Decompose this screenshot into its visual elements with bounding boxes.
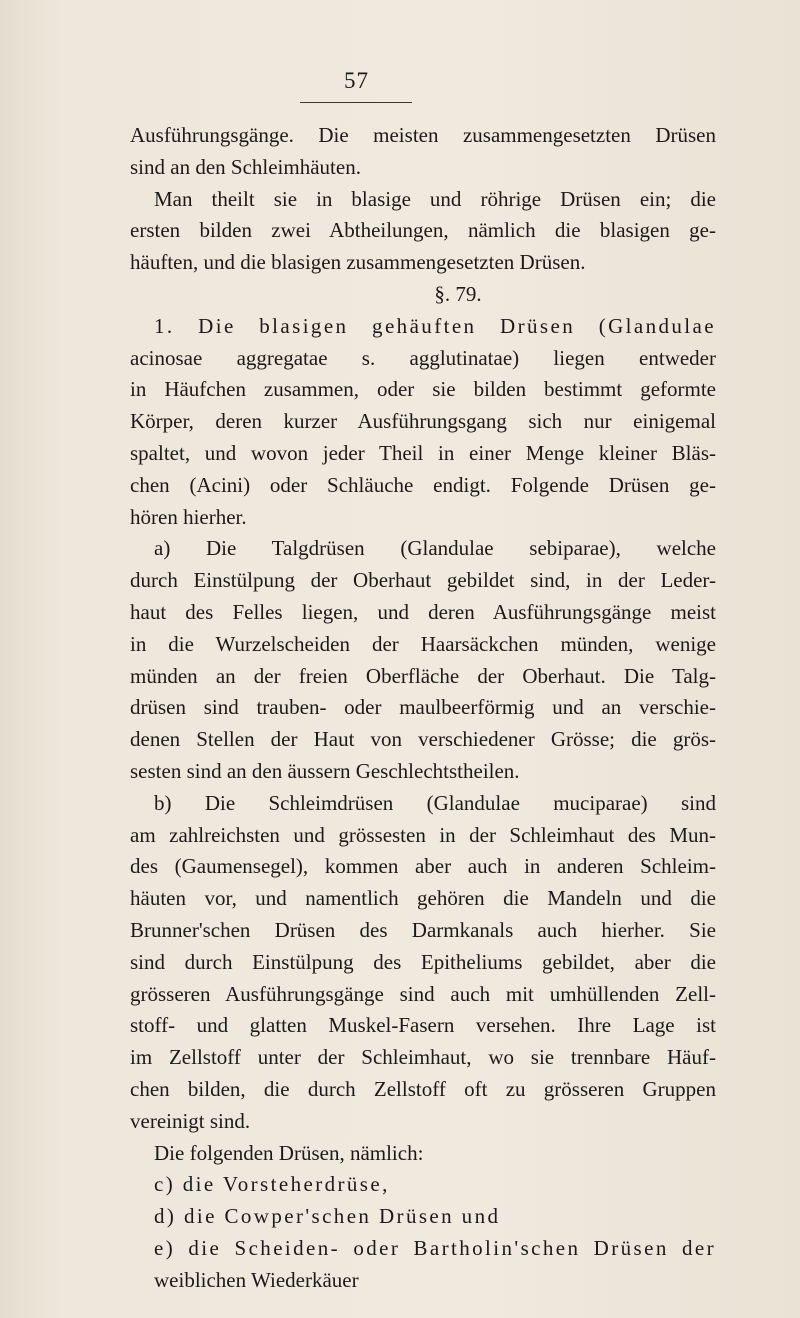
header-rule	[300, 102, 412, 103]
page-number: 57	[344, 68, 369, 93]
text-line: a) Die Talgdrüsen (Glandulae sebiparae), welche	[154, 536, 716, 561]
text-line: des (Gaumensegel), kommen aber auch in anderen Schleim-	[130, 854, 716, 879]
text-line: 1. Die blasigen gehäuften Drüsen (Glandulae	[154, 313, 716, 338]
text-line: d) die Cowper'schen Drüsen und	[154, 1204, 501, 1229]
text-line: häuften, und die blasigen zusammengesetzten Drüsen.	[130, 250, 586, 275]
text-line: stoff- und glatten Muskel-Fasern versehen. Ihre Lage ist	[130, 1013, 716, 1038]
text-line: durch Einstülpung der Oberhaut gebildet sind, in der Leder-	[130, 568, 716, 593]
text-line: im Zellstoff unter der Schleimhaut, wo sie trennbare Häuf-	[130, 1045, 716, 1070]
text-line: Man theilt sie in blasige und röhrige Drüsen ein; die	[154, 186, 716, 211]
section-heading: §. 79.	[434, 281, 482, 306]
text-line: Die folgenden Drüsen, nämlich:	[154, 1140, 424, 1165]
text-line: Brunner'schen Drüsen des Darmkanals auch hierher. Sie	[130, 917, 716, 942]
text-line: weiblichen Wiederkäuer	[154, 1267, 359, 1292]
text-line: Ausführungsgänge. Die meisten zusammengesetzten Drüsen	[130, 123, 716, 147]
text-line: haut des Felles liegen, und deren Ausführungsgänge meist	[130, 599, 716, 624]
text-line: drüsen sind trauben- oder maulbeerförmig und an verschie-	[130, 695, 716, 720]
text-line: b) Die Schleimdrüsen (Glandulae muciparae) sind	[154, 790, 716, 815]
text-line: spaltet, und wovon jeder Theil in einer Menge kleiner Bläs-	[130, 440, 716, 465]
text-line: chen bilden, die durch Zellstoff oft zu grösseren Gruppen	[130, 1076, 716, 1101]
text-line: vereinigt sind.	[130, 1108, 251, 1133]
text-line: acinosae aggregatae s. agglutinatae) liegen entweder	[130, 345, 716, 370]
text-line: münden an der freien Oberfläche der Oberhaut. Die Talg-	[130, 663, 716, 688]
text-line: chen (Acini) oder Schläuche endigt. Folgende Drüsen ge-	[130, 472, 716, 497]
text-line: c) die Vorsteherdrüse,	[154, 1172, 390, 1197]
body-text	[130, 120, 716, 1296]
text-line: ersten bilden zwei Abtheilungen, nämlich die blasigen ge-	[130, 218, 716, 243]
text-line: hören hierher.	[130, 504, 247, 529]
text-line: in Häufchen zusammen, oder sie bilden bestimmt geformte	[130, 377, 716, 402]
text-line: sesten sind an den äussern Geschlechtstheilen.	[130, 758, 520, 783]
text-line: denen Stellen der Haut von verschiedener Grösse; die grös-	[130, 727, 716, 752]
text-line: häuten vor, und namentlich gehören die Mandeln und die	[130, 886, 716, 911]
text-line: am zahlreichsten und grössesten in der Schleimhaut des Mun-	[130, 822, 716, 847]
text-line: grösseren Ausführungsgänge sind auch mit umhüllenden Zell-	[130, 981, 716, 1006]
text-line: in die Wurzelscheiden der Haarsäckchen münden, wenige	[130, 631, 716, 656]
text-line: Körper, deren kurzer Ausführungsgang sich nur einigemal	[130, 409, 716, 434]
text-line: sind durch Einstülpung des Epitheliums gebildet, aber die	[130, 949, 716, 974]
text-line: sind an den Schleimhäuten.	[130, 154, 361, 179]
text-line: e) die Scheiden- oder Bartholin'schen Drüsen der	[154, 1235, 716, 1260]
